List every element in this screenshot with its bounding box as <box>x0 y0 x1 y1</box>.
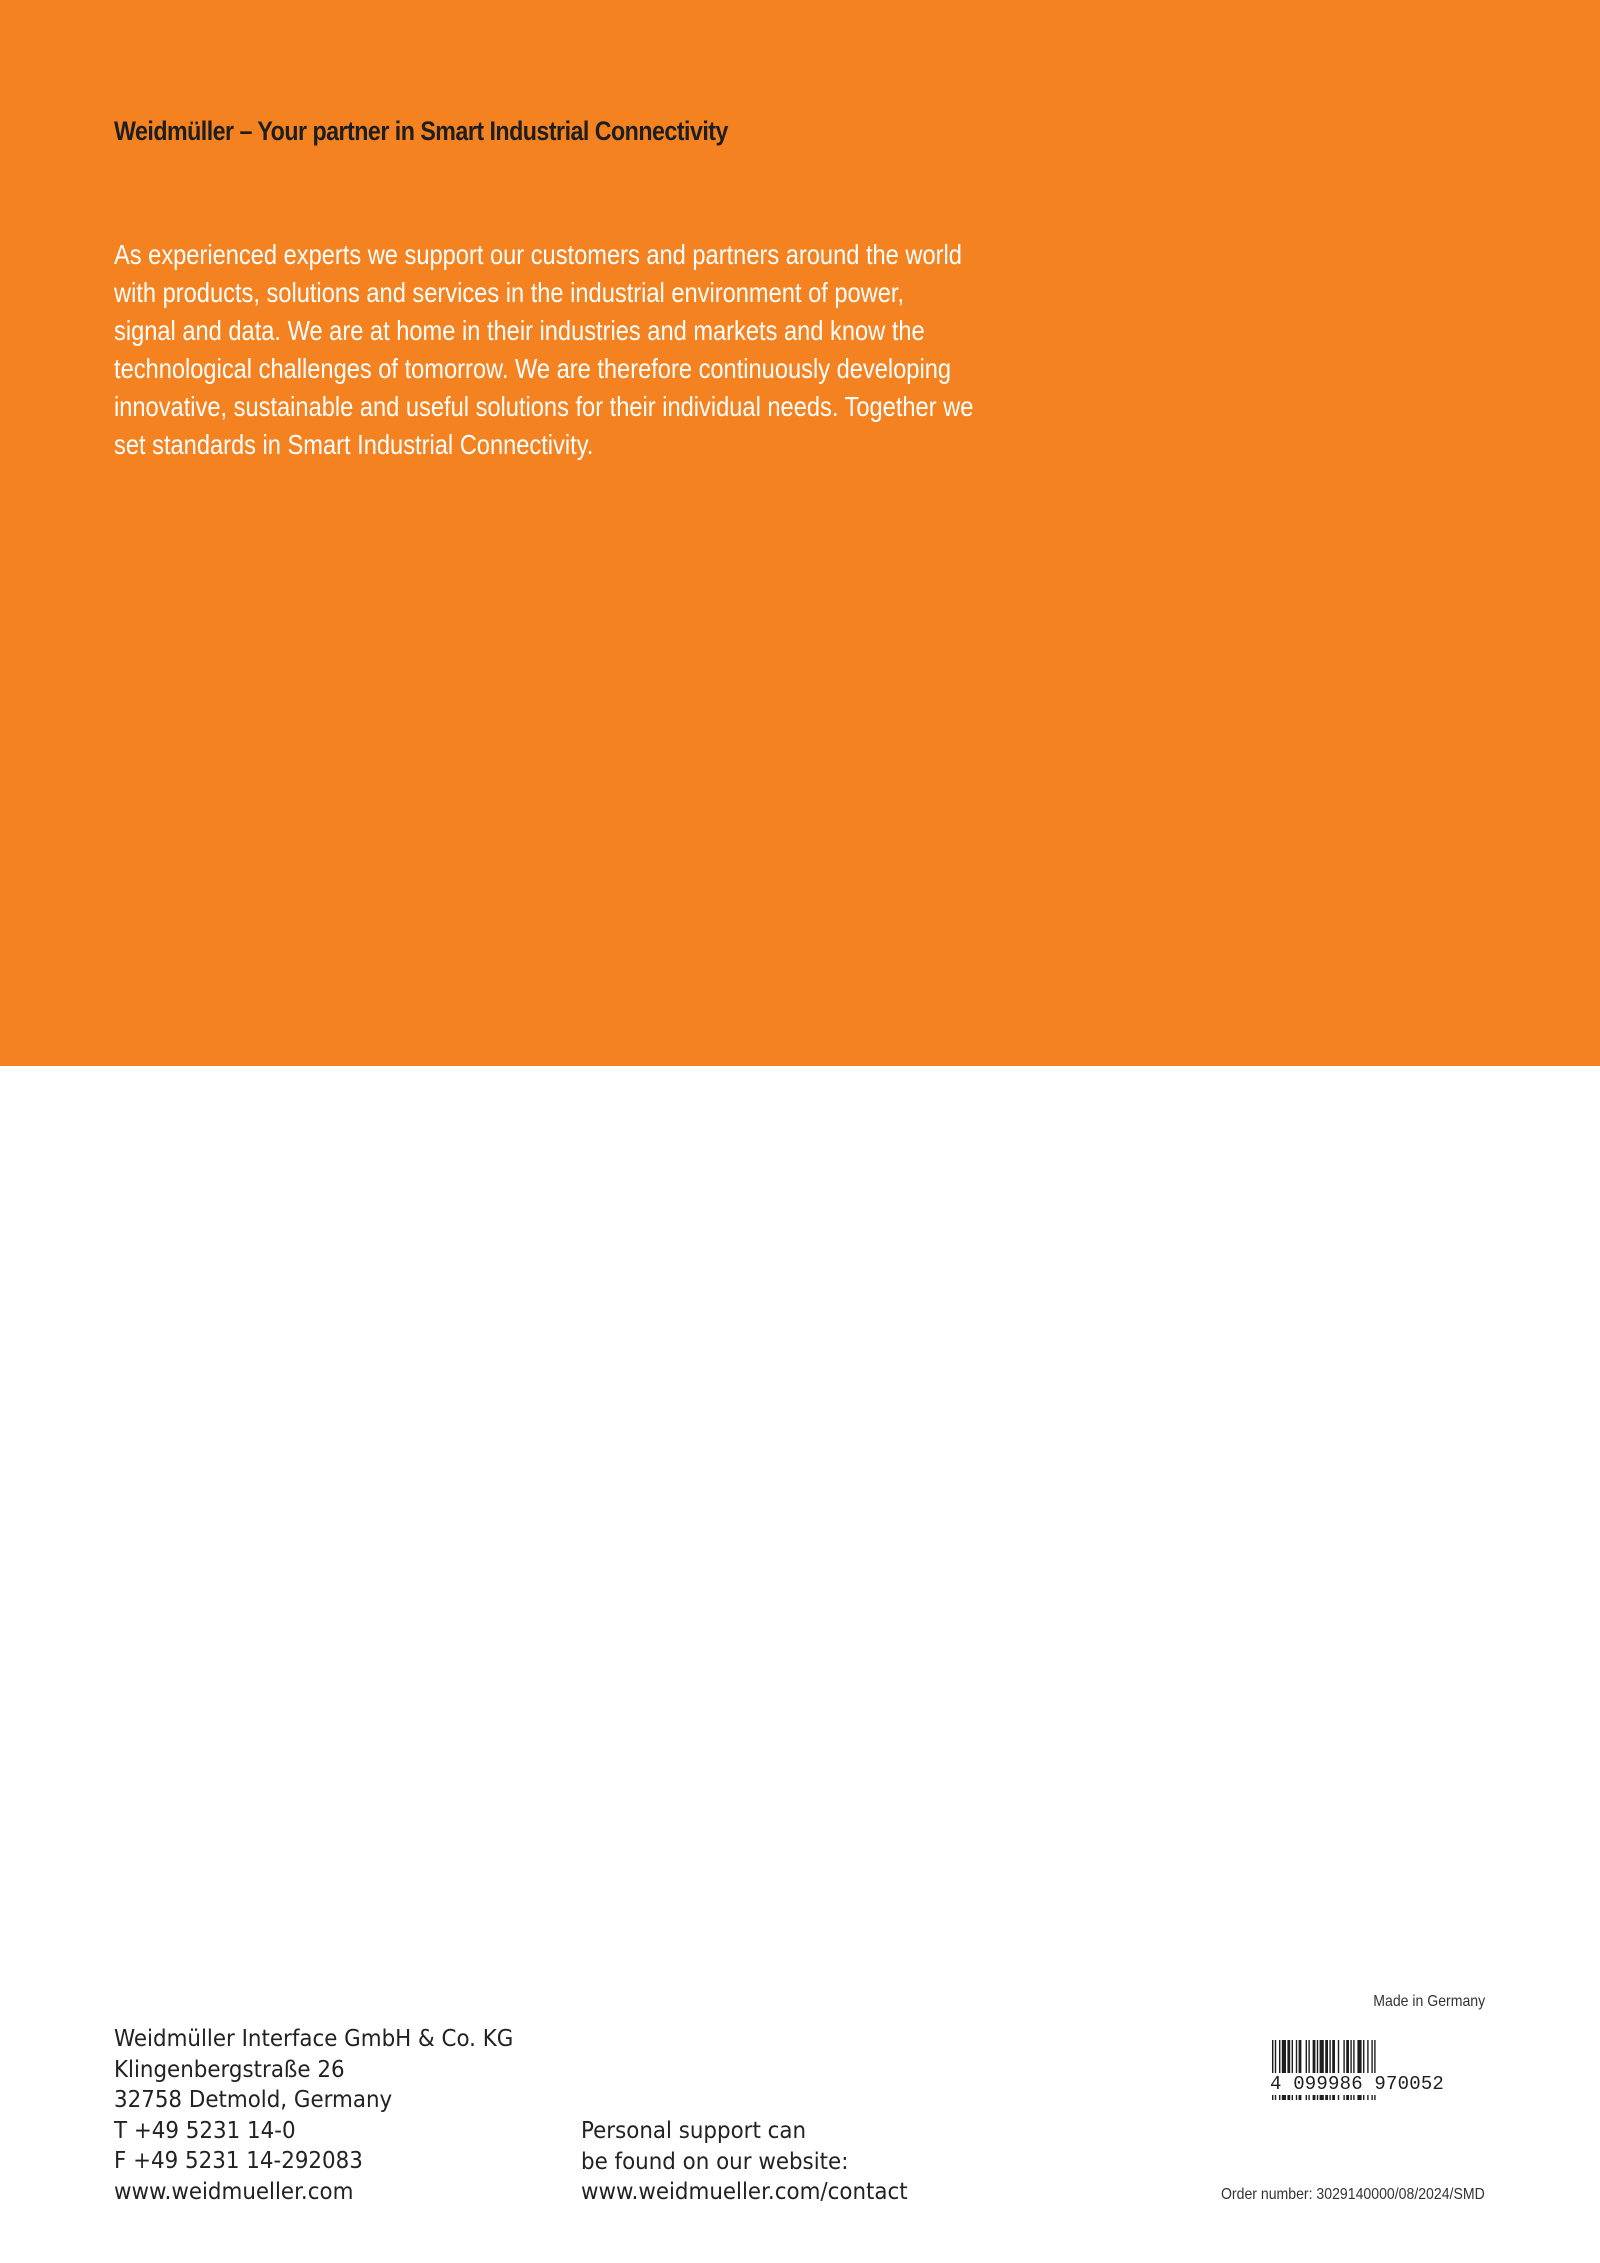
intro-paragraph <box>114 236 1008 464</box>
intro-line: with products, solutions and services in the industrial environment of power, <box>114 277 905 308</box>
company-name: Weidmüller Interface GmbH & Co. KG <box>114 2026 514 2052</box>
support-line: be found on our website: <box>581 2148 849 2175</box>
contact-link[interactable]: www.weidmueller.com/contact <box>581 2179 908 2205</box>
headline: Weidmüller – Your partner in Smart Industrial Connectivity <box>114 116 728 146</box>
company-address <box>114 2024 513 2207</box>
intro-line: innovative, sustainable and useful solutions for their individual needs. Together we <box>114 391 974 422</box>
website-link[interactable]: www.weidmueller.com <box>114 2178 354 2205</box>
intro-line: signal and data. We are at home in their industries and markets and know the <box>114 315 925 346</box>
street: Klingenbergstraße 26 <box>114 2056 345 2083</box>
city: 32758 Detmold, Germany <box>114 2087 393 2113</box>
fax: F +49 5231 14-292083 <box>114 2148 363 2174</box>
support-info <box>581 2116 908 2208</box>
intro-line: As experienced experts we support our customers and partners around the world <box>114 239 962 270</box>
intro-line: set standards in Smart Industrial Connectivity. <box>114 429 594 460</box>
phone: T +49 5231 14-0 <box>114 2117 296 2144</box>
order-number: Order number: 3029140000/08/2024/SMD <box>1221 2186 1485 2203</box>
made-in-label: Made in Germany <box>1373 1993 1485 2010</box>
support-line: Personal support can <box>581 2118 807 2144</box>
intro-line: technological challenges of tomorrow. We are therefore continuously developing <box>114 353 952 384</box>
orange-header-panel <box>0 0 1600 1066</box>
barcode-digits: 4 099986 970052 <box>1270 2073 1488 2095</box>
